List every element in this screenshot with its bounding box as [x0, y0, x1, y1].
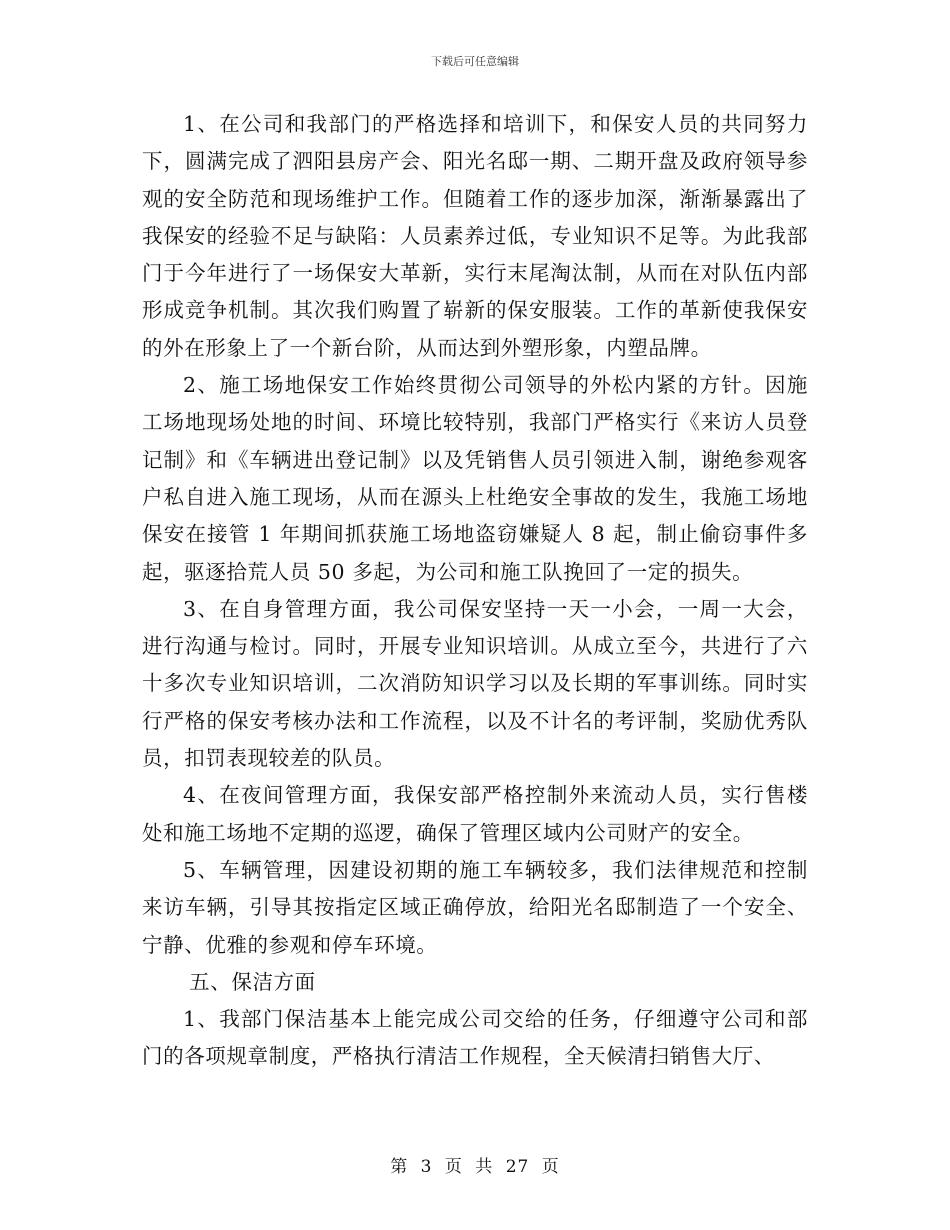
paragraph-item-2: 2、施工场地保安工作始终贯彻公司领导的外松内紧的方针。因施工场地现场处地的时间、环境比较特别，我部门严格实行《来访人员登记制》和《车辆进出登记制》以及凭销售人员引领进入制，谢绝参观客户私自进入施工现场，从而在源头上杜绝安全事故的发生，我施工场地保安在接管 1 年期间抓获施工场地盗窃嫌疑人 8 起，制止偷窃事件多起，驱逐拾荒人员 50 多起，为公司和施工队挽回了一定的损失。	[142, 373, 808, 584]
paragraph-item-1: 1、在公司和我部门的严格选择和培训下，和保安人员的共同努力下，圆满完成了泗阳县房产会、阳光名邸一期、二期开盘及政府领导参观的安全防范和现场维护工作。但随着工作的逐步加深，渐渐暴露出了我保安的经验不足与缺陷：人员素养过低，专业知识不足等。为此我部门于今年进行了一场保安大革新，实行末尾淘汰制，从而在对队伍内部形成竞争机制。其次我们购置了崭新的保安服装。工作的革新使我保安的外在形象上了一个新台阶，从而达到外塑形象，内塑品牌。	[142, 112, 808, 360]
page-number-footer: 第 3 页 共 27 页	[390, 1157, 560, 1177]
paragraph-item-4: 4、在夜间管理方面，我保安部严格控制外来流动人员，实行售楼处和施工场地不定期的巡逻，确保了管理区域内公司财产的安全。	[142, 783, 808, 845]
document-body	[142, 106, 808, 1076]
paragraph-item-5: 5、车辆管理，因建设初期的施工车辆较多，我们法律规范和控制来访车辆，引导其按指定区域正确停放，给阳光名邸制造了一个安全、宁静、优雅的参观和停车环境。	[142, 857, 808, 957]
paragraph-item-3: 3、在自身管理方面，我公司保安坚持一天一小会，一周一大会，进行沟通与检讨。同时，开展专业知识培训。从成立至今，共进行了六十多次专业知识培训，二次消防知识学习以及长期的军事训练。同时实行严格的保安考核办法和工作流程，以及不计名的考评制，奖励优秀队员，扣罚表现较差的队员。	[142, 596, 808, 771]
section-heading-cleaning: 五、保洁方面	[189, 969, 316, 994]
page-header: 下载后可任意编辑	[431, 55, 519, 68]
section-paragraph-1: 1、我部门保洁基本上能完成公司交给的任务，仔细遵守公司和部门的各项规章制度，严格执行清洁工作规程，全天候清扫销售大厅、	[142, 1007, 808, 1069]
